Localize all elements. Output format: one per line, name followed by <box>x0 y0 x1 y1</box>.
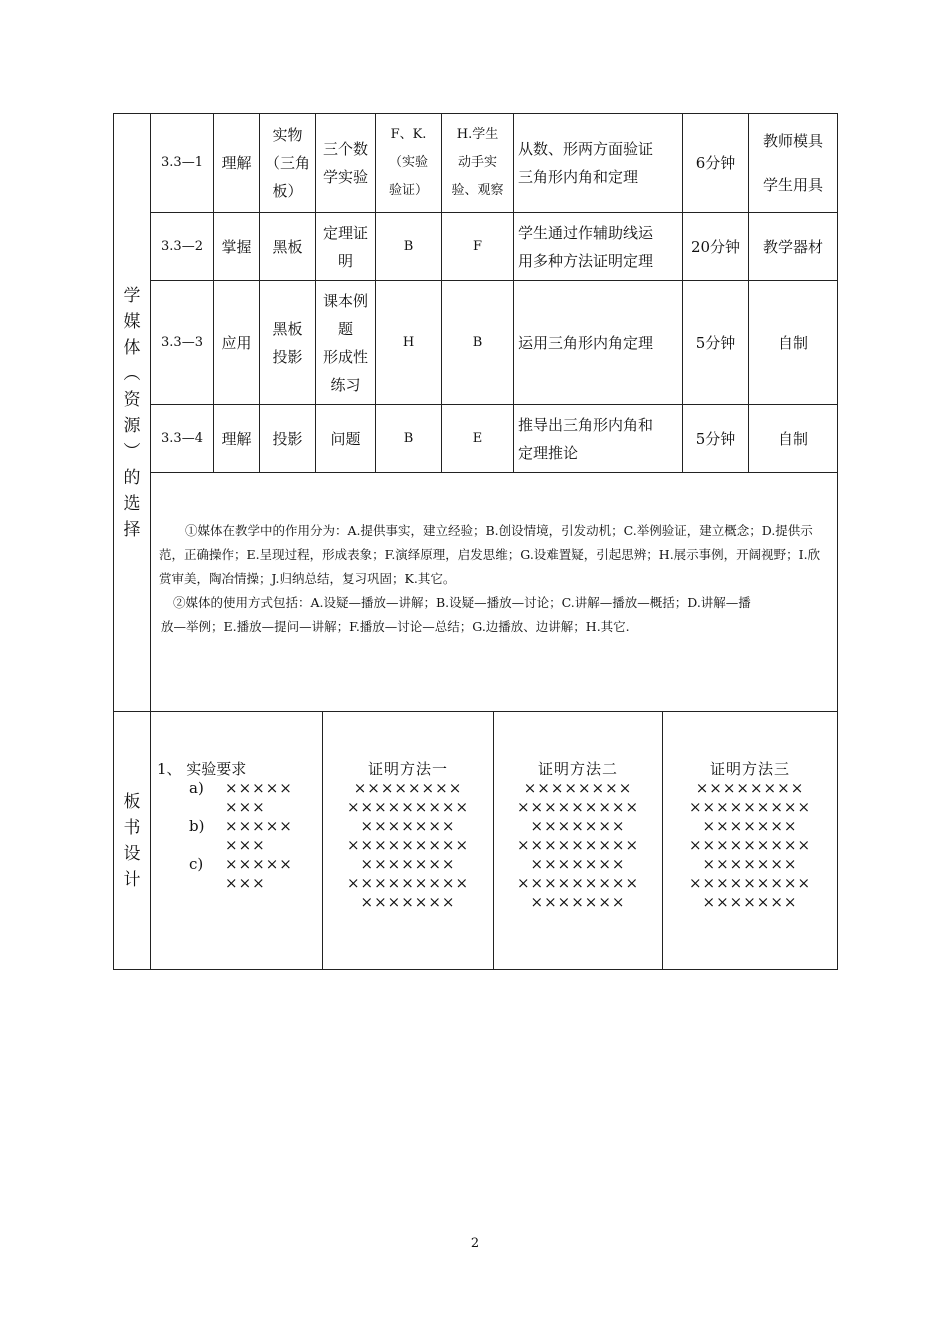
media-role: H <box>376 281 442 405</box>
method-title: 证明方法一 <box>367 760 448 778</box>
media-role-note: ①媒体在教学中的作用分为：A.提供事实，建立经验；B.创设情境，引发动机；C.举例验证，建立概念；D.提供示范，正确操作；E.呈现过程，形成表象；F.演绎原理，启发思维；G.设难置疑，引起思辨；H.展示事例，开阔视野；I.欣赏审美，陶冶情操；J.归纳总结，复习巩固；K.其它。 <box>159 523 821 586</box>
media-content: 定理证 明 <box>316 213 376 281</box>
usage-mode: H.学生 动手实 验、观察 <box>442 114 514 213</box>
usage-mode: E <box>442 405 514 473</box>
media-notes <box>151 473 838 712</box>
media-content: 课本例 题 形成性 练习 <box>316 281 376 405</box>
media-content: 问题 <box>316 405 376 473</box>
knowledge-code: 3.3—1 <box>151 114 214 213</box>
media-source: 自制 <box>749 405 838 473</box>
expected-result: 从数、形两方面验证 三角形内角和定理 <box>514 114 683 213</box>
method-title: 证明方法二 <box>537 760 618 778</box>
table-row <box>114 213 838 281</box>
knowledge-code: 3.3—4 <box>151 405 214 473</box>
proof-method-one: 证明方法一 ×××××××× ××××××××× ××××××× ××××××××× ××××××× ××××××××× ××××××× <box>323 712 494 970</box>
media-type: 黑板 <box>260 213 316 281</box>
media-role: B <box>376 213 442 281</box>
media-source: 教师模具 学生用具 <box>749 114 838 213</box>
experiment-requirements <box>151 712 323 970</box>
media-content: 三个数 学实验 <box>316 114 376 213</box>
table-row <box>114 114 838 213</box>
learning-goal: 掌握 <box>214 213 260 281</box>
media-type: 黑板 投影 <box>260 281 316 405</box>
usage-mode: F <box>442 213 514 281</box>
usage-mode: B <box>442 281 514 405</box>
media-type: 实物 （三角 板） <box>260 114 316 213</box>
time-allotted: 5分钟 <box>683 281 749 405</box>
document-page <box>113 113 837 970</box>
media-source: 教学器材 <box>749 213 838 281</box>
list-item: a) ××××× ××× <box>189 779 293 816</box>
list-item: c) ××××× ××× <box>189 855 293 892</box>
board-row <box>114 712 838 970</box>
learning-goal: 理解 <box>214 405 260 473</box>
media-role: B <box>376 405 442 473</box>
time-allotted: 5分钟 <box>683 405 749 473</box>
learning-goal: 应用 <box>214 281 260 405</box>
knowledge-code: 3.3—3 <box>151 281 214 405</box>
time-allotted: 6分钟 <box>683 114 749 213</box>
list-item: b) ××××× ××× <box>189 817 293 854</box>
lesson-plan-table <box>113 113 838 712</box>
media-role: F、K. （实验 验证） <box>376 114 442 213</box>
proof-method-three: 证明方法三 ×××××××× ××××××××× ××××××× ××××××××× ××××××× ××××××××× ××××××× <box>663 712 838 970</box>
requirements-title: 1、 实验要求 <box>157 760 247 778</box>
method-title: 证明方法三 <box>709 760 790 778</box>
knowledge-code: 3.3—2 <box>151 213 214 281</box>
media-source: 自制 <box>749 281 838 405</box>
media-usage-note: ②媒体的使用方式包括：A.设疑—播放—讲解；B.设疑—播放—讨论；C.讲解—播放—概括；D.讲解—播 放—举例；E.播放—提问—讲解；F.播放—讨论—总结；G.边播放、边讲解；H.其它. <box>161 595 751 634</box>
expected-result: 学生通过作辅助线运 用多种方法证明定理 <box>514 213 683 281</box>
media-section-label: 学 媒 体 ︵ 资 源 ︶ 的 选 择 <box>114 114 151 712</box>
proof-method-two: 证明方法二 ×××××××× ××××××××× ××××××× ××××××××× ××××××× ××××××××× ××××××× <box>494 712 663 970</box>
board-section-label: 板 书 设 计 <box>114 712 151 970</box>
table-row <box>114 281 838 405</box>
media-type: 投影 <box>260 405 316 473</box>
time-allotted: 20分钟 <box>683 213 749 281</box>
expected-result: 推导出三角形内角和 定理推论 <box>514 405 683 473</box>
notes-row <box>114 473 838 712</box>
board-design-table <box>113 711 838 970</box>
expected-result: 运用三角形内角定理 <box>514 281 683 405</box>
learning-goal: 理解 <box>214 114 260 213</box>
table-row <box>114 405 838 473</box>
page-number: 2 <box>470 1236 480 1251</box>
